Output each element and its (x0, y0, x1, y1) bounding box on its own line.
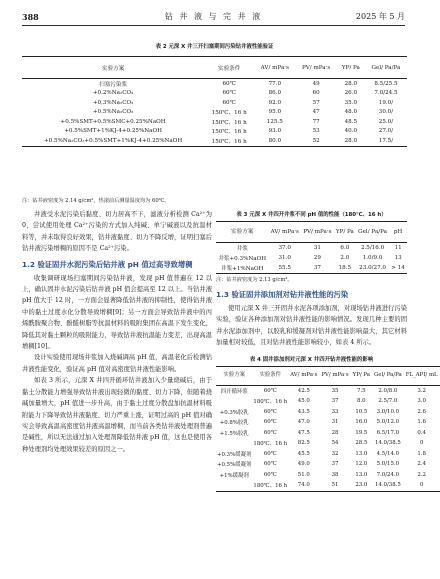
issue-date: 2025 年 5 月 (355, 12, 405, 21)
paragraph: 使用元深 X 井三开固井水泥各项添加剂，对现场钻井液进行污染实验，验证各种添加剂对钻井液性能的影响情况。发现几种主要的固井水泥添加剂中，以胶乳和缓凝剂对钻井液性能影响最大，其它材料加量相对较低，且对钻井液性能影响较小，如表 4 所示。 (216, 305, 407, 347)
table-cell: 23.0 (351, 480, 372, 491)
table-cell: +1%缓凝剂 (219, 472, 249, 479)
table-cell: 30.0/ (378, 109, 394, 116)
table-cell: 125.5 (266, 118, 283, 125)
table-cell: 6.0 (340, 245, 350, 251)
table-cell: 77.0 (268, 80, 282, 87)
table-row (22, 117, 407, 127)
table-cell: 1.0/9.0 (362, 255, 383, 261)
running-header (22, 10, 405, 24)
table-cell: +0.5%Na₂CO₃+0.5%SMT+1%KJ-4+0.25%NaOH (22, 136, 204, 146)
table-cell: 19.0/ (378, 99, 394, 106)
table-row (216, 396, 440, 407)
table-cell: 7.0/24.0 (376, 471, 400, 478)
table-row (22, 127, 407, 137)
column-header: 实验方案 (216, 366, 252, 385)
table2-note: 注：钻井液密度为 2.14 g/cm³，热滚前后测量温度均为 60℃。 (22, 198, 170, 204)
table-cell: +0.8%胶乳 (219, 420, 249, 427)
column-header: 实验条件 (252, 366, 288, 385)
table-cell: 60℃ (263, 461, 277, 468)
section-heading-1-3: 1.3 验证固井添加剂对钻井液性能的污染 (216, 290, 349, 299)
table-cell: 11 (394, 245, 402, 251)
header-rule (22, 25, 405, 26)
table-row (216, 417, 440, 428)
table-cell: 82.5 (297, 440, 310, 447)
table-cell: 38 (331, 471, 339, 478)
table-cell: 80.0 (254, 136, 295, 146)
table-row (22, 89, 407, 99)
table-cell: 150℃、16 h (211, 129, 247, 136)
table4 (216, 366, 440, 492)
paragraph: 设计实验使用现场井浆加入烧碱调高 pH 值，高温老化后检测钻井液性能变化，验证高 pH 值对高密度钻井液性能影响。 (22, 354, 212, 373)
table-cell: 27.0/ (378, 128, 394, 135)
table2 (22, 56, 407, 147)
column-header: 实验条件 (204, 57, 254, 79)
table-cell: 40.0 (344, 128, 358, 135)
table-cell: 17.5/ (365, 136, 407, 146)
table-cell: 49.0 (297, 461, 310, 468)
table-cell: 180℃、16 h (253, 441, 288, 448)
table-cell: 18.5 (334, 263, 356, 274)
table-cell: 60 (312, 90, 320, 97)
table-cell: 井浆 (236, 246, 248, 252)
table-row (216, 407, 440, 418)
table-cell: 26.0 (344, 90, 358, 97)
table-cell: +0.2%Na₂CO₃ (92, 90, 134, 97)
table-cell: 13.0 (355, 450, 368, 457)
table-cell: 60℃ (263, 419, 277, 426)
table-cell: 5.0/12.0 (376, 419, 400, 426)
left-column (22, 209, 212, 455)
table-cell: 52 (295, 136, 336, 146)
table-row (22, 98, 407, 108)
table-cell: 2.0/8.0 (378, 387, 398, 394)
table-cell: +0.5%Na₂CO₃ (92, 109, 134, 116)
table-cell: 47 (312, 109, 320, 116)
column-header: Gel/ Pa/Pa (372, 366, 404, 385)
paragraph: 如表 3 所示，元深 X 井四开循环钻井液加入少量烧碱后，由于黏土分散能力增强导致钻井液出现轻微的黏度、切力下降，但随着烧碱加量增大，pH 值进一步升高，由于黏土过度分散盘加抗温材料吸附能力下降导致钻井液黏度、切力严重上涨，证明过高的 pH 值对确实会导致高温高密度钻井液高温增稠，而当前各类钻井液处理剂普遍是碱性，所以无法通过加入处理剂降低钻井液 pH 值，这也是使用各种处理剂均处理效果较差的原因之一。 (22, 377, 212, 453)
column-header: YP/ Pa (351, 366, 372, 385)
table-cell (216, 396, 252, 407)
table-cell: 0 (419, 440, 424, 447)
table-row (216, 243, 407, 254)
table-cell: +0.3%缓凝剂 (217, 451, 252, 458)
table-cell: 7.5 (357, 387, 366, 394)
table-cell: 51 (319, 480, 350, 491)
table-cell: 93.0 (268, 128, 282, 135)
table-cell: +1.5%胶乳 (219, 430, 249, 437)
table-cell: 1.8 (417, 450, 426, 457)
table-cell: 55.5 (268, 263, 301, 274)
table-cell: 25.0/ (378, 118, 394, 125)
table-row (216, 385, 440, 396)
table-cell: 0.4 (417, 429, 426, 436)
table-cell: 51.0 (297, 471, 310, 478)
table-cell: 150℃、16 h (204, 136, 254, 146)
table-cell: 35.0 (344, 99, 358, 106)
table-cell: 37.0 (278, 245, 291, 251)
table-cell: 47.5 (297, 429, 310, 436)
table-row (216, 428, 440, 439)
table-cell: 3.0/10.0 (376, 408, 400, 415)
table-cell: 12.0 (355, 461, 368, 468)
table-cell: 2.5/16.0 (360, 245, 385, 251)
column-header: 实验方案 (22, 57, 204, 79)
table-cell: 31 (331, 419, 339, 426)
column-header: Gel/ Pa/Pa (356, 222, 389, 243)
table-cell: +0.3%胶乳 (219, 409, 249, 416)
journal-title: 钻 井 液 与 完 井 液 (164, 12, 263, 21)
table-cell: 42.5 (297, 387, 310, 394)
column-header: 实验方案 (216, 222, 268, 243)
table3-caption: 表 3 元深 X 井四开井浆不同 pH 值的性能（180℃、16 h） (236, 212, 387, 218)
table-cell: 77 (312, 118, 320, 125)
table-cell: 28.5 (355, 440, 368, 447)
table-cell: +0.5%SMT+1%KJ-4+0.25%NaOH (64, 128, 162, 135)
table-row (22, 108, 407, 118)
table-cell: 7.0/24.5 (374, 90, 398, 97)
table-cell: 60℃ (263, 429, 277, 436)
table-cell: 8.0 (357, 398, 366, 405)
table-row (216, 263, 407, 274)
table-cell: 16.0 (355, 419, 368, 426)
table-cell: 180℃、16 h (253, 399, 288, 406)
table4-caption: 表 4 固井添加剂对元深 X 井四开钻井液性能的影响 (249, 356, 374, 363)
table-cell: 23.0/27.0 (356, 263, 389, 274)
table-cell: 48.0 (344, 109, 358, 116)
table-cell: 井浆+0.3%NaOH (218, 256, 267, 262)
table-cell: 48.5 (344, 118, 358, 125)
table-cell: +0.5%缓凝剂 (217, 462, 252, 469)
table-cell: 60℃ (263, 387, 277, 394)
column-header: pH (389, 222, 407, 243)
table-cell: 4.5/14.0 (376, 450, 400, 457)
table-cell: 60℃ (222, 99, 236, 106)
table-cell: 扫塞污染浆 (99, 81, 128, 88)
table-cell: 28.0 (337, 136, 365, 146)
table-row (216, 459, 440, 470)
table-cell: 60℃ (263, 450, 277, 457)
table-cell: 35 (331, 387, 339, 394)
table-cell: 86.0 (268, 90, 282, 97)
table-cell: 31.0 (278, 255, 291, 261)
table-row (22, 136, 407, 146)
table-cell: 1.6 (417, 419, 426, 426)
table-cell: 四开循环浆 (220, 388, 248, 395)
column-header: PV/ mPa·s (319, 366, 350, 385)
table-cell: 28.0 (344, 80, 358, 87)
table2-caption: 表 2 元深 X 井三开扫塞期间污染钻井液性能验证 (155, 44, 274, 50)
table-cell: 3.2 (417, 387, 426, 394)
table-cell (216, 480, 252, 491)
table-cell: 57 (312, 99, 320, 106)
table-row (216, 253, 407, 263)
table-cell: > 14 (389, 263, 407, 274)
column-header: YP/ Pa (337, 57, 365, 79)
table-cell: 8.5/25.5 (374, 80, 398, 87)
table-row (216, 449, 440, 460)
table3-note: 注：钻井液密度为 2.13 g/cm³。 (216, 277, 293, 283)
table-cell: 31 (313, 245, 321, 251)
table-cell: 2.2 (417, 471, 426, 478)
table-cell: 150℃、16 h (211, 119, 247, 126)
paragraph: 井液受水泥污染后黏度、切力居高不下，滤液分析检测 Ca²⁺为 0，尝试使用处理 Ca²⁺污染的方式加入纯碱、单宁碱液以及抗温材料等，并未取得良好效果，钻井液黏度、切力不降反增，证明扫塞后钻井液污染增稠的原因不是 Ca²⁺污染。 (22, 211, 212, 253)
table-cell: 2.0 (340, 255, 350, 261)
table-cell: 45.0 (297, 398, 310, 405)
right-column (216, 210, 438, 492)
column-header: Gel/ Pa/Pa (365, 57, 407, 79)
table-cell: 53 (312, 128, 320, 135)
table-cell: 60℃ (263, 471, 277, 478)
table-cell: 14.0/38.5 (372, 480, 404, 491)
table-cell: 54 (331, 440, 339, 447)
table-cell: 180℃、16 h (252, 480, 288, 491)
table-cell: 2.4 (417, 461, 426, 468)
table-cell: 井浆+1%NaOH (216, 263, 268, 274)
table-cell: 29 (313, 255, 321, 261)
table-cell: 28 (331, 429, 339, 436)
table-cell: 0 (404, 480, 440, 491)
table-cell: +0.3%Na₂CO₃ (92, 99, 134, 106)
column-header: AV/ mPa·s (288, 366, 319, 385)
table-cell (216, 438, 252, 449)
section-heading-1-2: 1.2 验证固井水泥污染后钻井液 pH 值过高导致增稠 (22, 259, 193, 269)
column-header: AV/ mPa·s (254, 57, 295, 79)
table-cell: 74.0 (288, 480, 319, 491)
table-cell: 33 (331, 408, 339, 415)
table-cell: 45.5 (297, 450, 310, 457)
table-cell: 13 (394, 255, 402, 261)
table-cell: 32 (331, 450, 339, 457)
table-cell: 19.5 (355, 429, 368, 436)
table-cell: 2.6 (417, 408, 426, 415)
table-cell: 37 (331, 398, 339, 405)
table-cell: 60℃ (222, 80, 236, 87)
table-cell: 5.0/15.0 (376, 461, 400, 468)
table-cell: 3.0 (417, 398, 426, 405)
table-cell: 150℃、16 h (211, 110, 247, 117)
table-cell: 13.0 (355, 471, 368, 478)
table-cell: 43.5 (297, 408, 310, 415)
table-row (22, 79, 407, 89)
table-cell: 95.0 (268, 109, 282, 116)
paragraph: 收集调研现场扫塞期间污染钻井液，发现 pH 值普遍在 12 以上，确认固井水泥污染后钻井液 pH 值会提高至 12 以上。当钻井液 pH 值大于 12 时，一方面会显著降低钻井液的抑制性，使得钻井液中的黏土过度水化分散导致增稠[9]；另一方面会导致钻井液中的丙烯酰胺聚合物、酚醛树脂等抗温材料的吸附集团在高温下发生变化，降低其对黏土颗粒的吸附能力，导致钻井液抗温能力变差，出现高温增稠[10]。 (22, 274, 212, 351)
table-cell: +0.5%SMT+0.5%SMC+0.25%NaOH (60, 118, 166, 125)
column-header: AV/ mPa·s (268, 222, 301, 243)
table-cell: 92.0 (268, 99, 282, 106)
column-header: FL_API/ mL (404, 366, 440, 385)
table-cell: 37 (331, 461, 339, 468)
table-row (216, 480, 440, 491)
column-header: PV/ mPa·s (295, 57, 336, 79)
table-row (216, 438, 440, 449)
table-cell: 49 (312, 80, 320, 87)
table-cell: 6.5/17.0 (376, 429, 400, 436)
table-cell: 60℃ (222, 90, 236, 97)
column-header: YP/ Pa (334, 222, 356, 243)
table-cell: 37 (301, 263, 334, 274)
table-cell: 14.0/38.5 (374, 440, 401, 447)
table-cell: 2.5/7.0 (378, 398, 398, 405)
table-cell: 60℃ (263, 408, 277, 415)
table-row (216, 470, 440, 481)
table-cell: 47.0 (297, 419, 310, 426)
column-header: PV/ mPa·s (301, 222, 334, 243)
page-number: 388 (22, 12, 39, 22)
table3 (216, 221, 407, 274)
table-cell: 10.5 (355, 408, 368, 415)
